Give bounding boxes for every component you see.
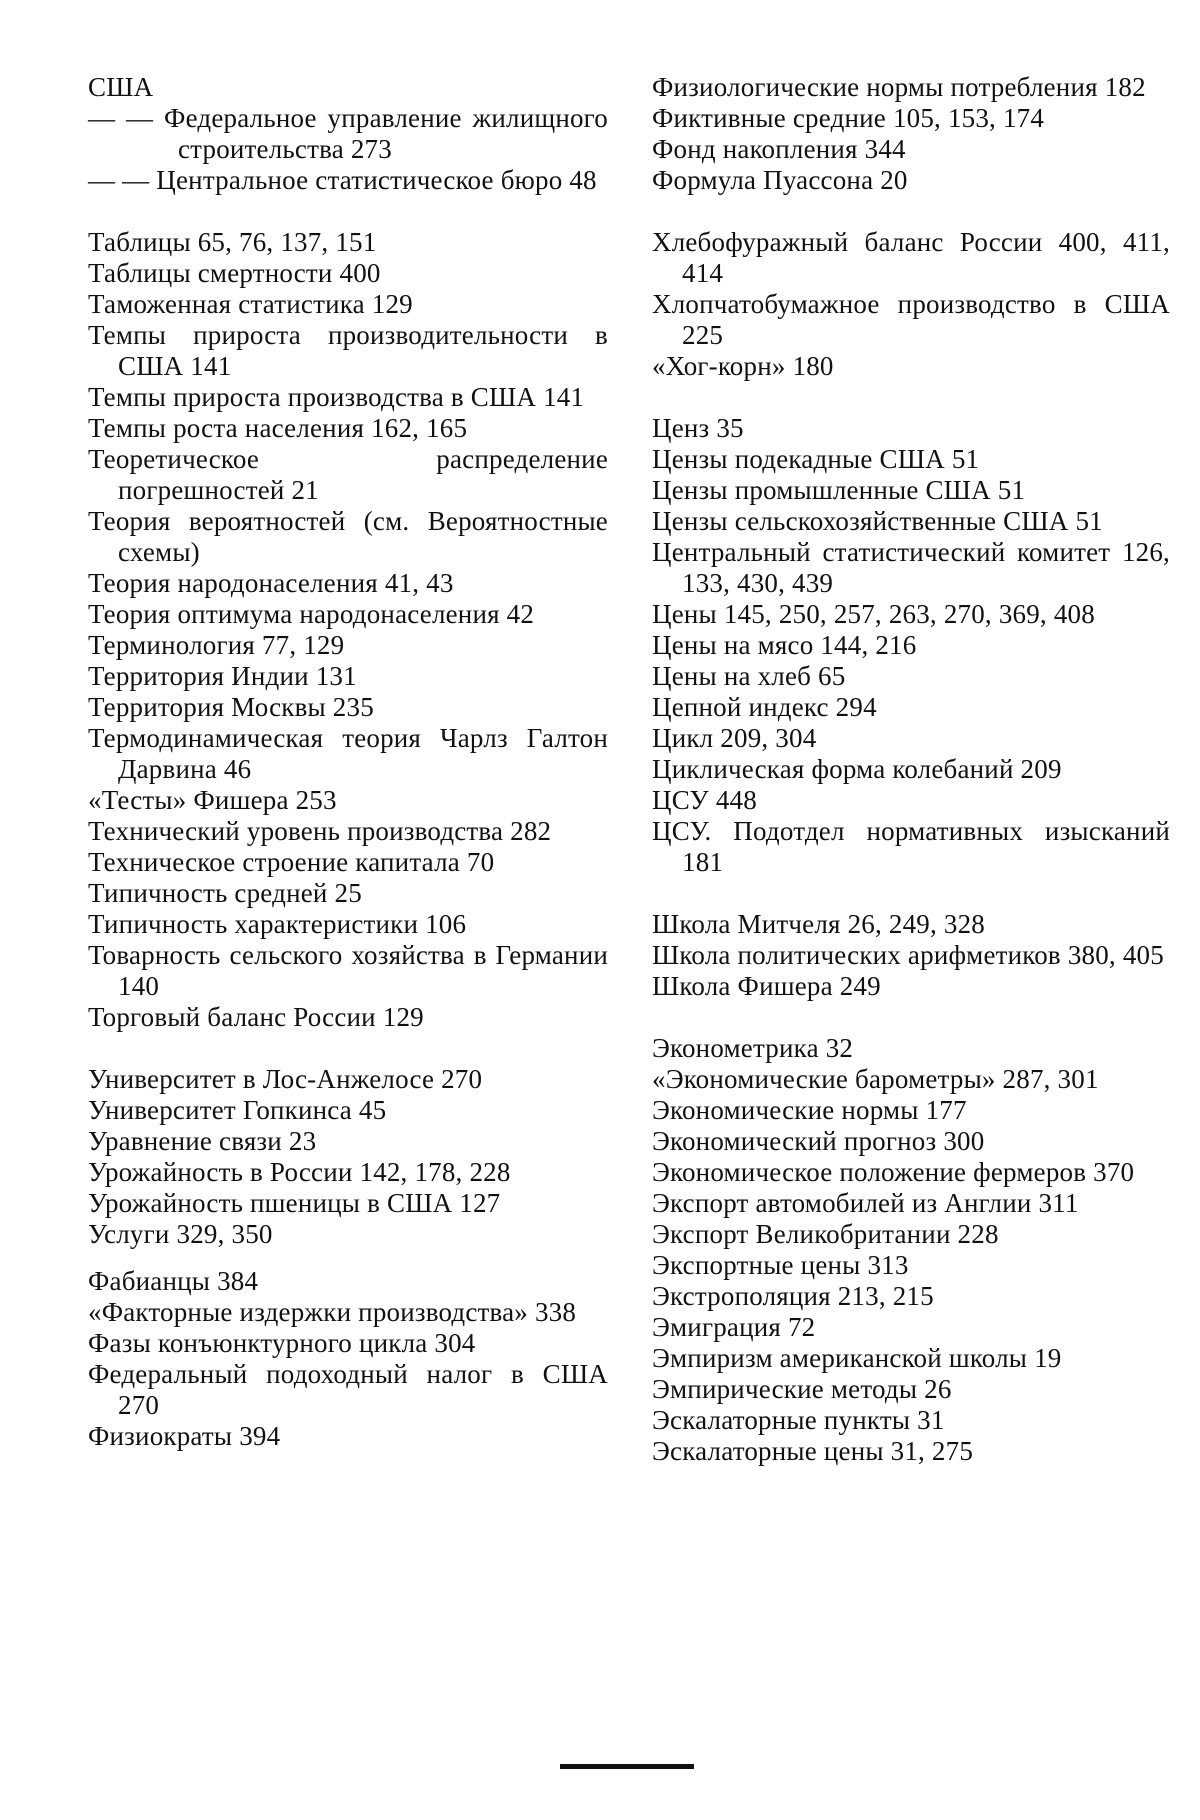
index-entry: Торговый баланс России 129	[88, 1002, 424, 1032]
index-entry: Университет в Лос-Анжелосе 270	[88, 1064, 483, 1094]
index-entry: Типичность характеристики 106	[88, 909, 467, 939]
index-entry: Фиктивные средние 105, 153, 174	[652, 103, 1045, 133]
letter-group-gap	[652, 196, 1170, 227]
index-entry: «Факторные издержки производства» 338	[88, 1297, 577, 1327]
index-entry: Таможенная статистика 129	[88, 289, 413, 319]
index-entry: Школа Митчеля 26, 249, 328	[652, 909, 985, 939]
index-entry: Экономическое положение фермеров 370	[652, 1157, 1135, 1187]
index-entry: Цикл 209, 304	[652, 723, 817, 753]
index-entry: Эскалаторные цены 31, 275	[652, 1436, 974, 1466]
index-entry: Эмиграция 72	[652, 1312, 816, 1342]
index-entry: Федеральный подоходный налог в США 270	[88, 1359, 608, 1420]
end-rule	[560, 1764, 694, 1769]
index-entry: «Тесты» Фишера 253	[88, 785, 337, 815]
index-entry: Хлопчатобумажное производство в США 225	[652, 289, 1170, 350]
index-entry: Эконометрика 32	[652, 1033, 854, 1063]
index-entry: Школа Фишера 249	[652, 971, 881, 1001]
index-entry: Экспортные цены 313	[652, 1250, 909, 1280]
index-entry: «Хог-корн» 180	[652, 351, 834, 381]
index-entry: Цепной индекс 294	[652, 692, 877, 722]
index-entry: Цены на хлеб 65	[652, 661, 846, 691]
index-entry: Техническое строение капитала 70	[88, 847, 495, 877]
index-entry: Эмпиризм американской школы 19	[652, 1343, 1062, 1373]
index-entry: «Экономические барометры» 287, 301	[652, 1064, 1099, 1094]
index-entry: ЦСУ. Подотдел нормативных изысканий 181	[652, 816, 1170, 877]
letter-group-gap	[88, 1250, 608, 1266]
index-entry: Термодинамическая теория Чарлз Галтон Дарвина 46	[88, 723, 608, 784]
index-entry: Территория Индии 131	[88, 661, 357, 691]
index-entry: ЦСУ 448	[652, 785, 757, 815]
index-entry: Теория оптимума народонаселения 42	[88, 599, 535, 629]
index-entry: Экспорт автомобилей из Англии 311	[652, 1188, 1079, 1218]
index-entry: Цены 145, 250, 257, 263, 270, 369, 408	[652, 599, 1095, 629]
index-entry: Уравнение связи 23	[88, 1126, 317, 1156]
index-entry: Фонд накопления 344	[652, 134, 906, 164]
index-entry: Цензы подекадные США 51	[652, 444, 980, 474]
index-entry: Эмпирические методы 26	[652, 1374, 952, 1404]
letter-group-gap	[652, 382, 1170, 413]
index-entry: Хлебофуражный баланс России 400, 411, 414	[652, 227, 1170, 288]
index-entry: — — Федеральное управление жилищного строительства 273	[88, 103, 608, 164]
letter-group-gap	[88, 196, 608, 227]
index-entry: Территория Москвы 235	[88, 692, 374, 722]
index-entry: Типичность средней 25	[88, 878, 362, 908]
index-entry: Терминология 77, 129	[88, 630, 345, 660]
index-entry: Цензы промышленные США 51	[652, 475, 1026, 505]
letter-group-gap	[652, 1002, 1170, 1033]
index-entry: Цензы сельскохозяйственные США 51	[652, 506, 1103, 536]
index-entry: Урожайность пшеницы в США 127	[88, 1188, 501, 1218]
letter-group-gap	[652, 878, 1170, 909]
index-entry: Формула Пуассона 20	[652, 165, 908, 195]
index-entry: Таблицы смертности 400	[88, 258, 381, 288]
index-entry: Экспорт Великобритании 228	[652, 1219, 999, 1249]
index-entry: Теория народонаселения 41, 43	[88, 568, 454, 598]
index-entry: Темпы роста населения 162, 165	[88, 413, 468, 443]
index-entry: Центральный статистический комитет 126, 133, 430, 439	[652, 537, 1170, 598]
index-entry: Школа политических арифметиков 380, 405	[652, 940, 1164, 970]
index-entry: Циклическая форма колебаний 209	[652, 754, 1062, 784]
index-entry: Экономический прогноз 300	[652, 1126, 985, 1156]
index-entry: Теоретическое распределение погрешностей 21	[88, 444, 608, 505]
index-column-left	[88, 72, 608, 1452]
index-entry: США	[88, 72, 154, 102]
index-entry: Экономические нормы 177	[652, 1095, 967, 1125]
index-entry: — — Центральное статистическое бюро 48	[88, 165, 597, 195]
index-entry: Экстрополяция 213, 215	[652, 1281, 934, 1311]
index-entry: Теория вероятностей (см. Вероятностные схемы)	[88, 506, 608, 567]
index-entry: Урожайность в России 142, 178, 228	[88, 1157, 511, 1187]
index-entry: Товарность сельского хозяйства в Германии 140	[88, 940, 608, 1001]
index-entry: Темпы прироста производства в США 141	[88, 382, 585, 412]
index-entry: Физиологические нормы потребления 182	[652, 72, 1146, 102]
letter-group-gap	[88, 1033, 608, 1064]
index-entry: Услуги 329, 350	[88, 1219, 273, 1249]
index-entry: Технический уровень производства 282	[88, 816, 552, 846]
index-entry: Фабианцы 384	[88, 1266, 259, 1296]
index-column-right	[652, 72, 1170, 1467]
index-entry: Таблицы 65, 76, 137, 151	[88, 227, 377, 257]
index-entry: Университет Гопкинса 45	[88, 1095, 387, 1125]
index-entry: Темпы прироста производительности в США 141	[88, 320, 608, 381]
index-entry: Физиократы 394	[88, 1421, 281, 1451]
index-entry: Ценз 35	[652, 413, 744, 443]
index-entry: Эскалаторные пункты 31	[652, 1405, 945, 1435]
index-entry: Цены на мясо 144, 216	[652, 630, 917, 660]
index-entry: Фазы конъюнктурного цикла 304	[88, 1328, 476, 1358]
